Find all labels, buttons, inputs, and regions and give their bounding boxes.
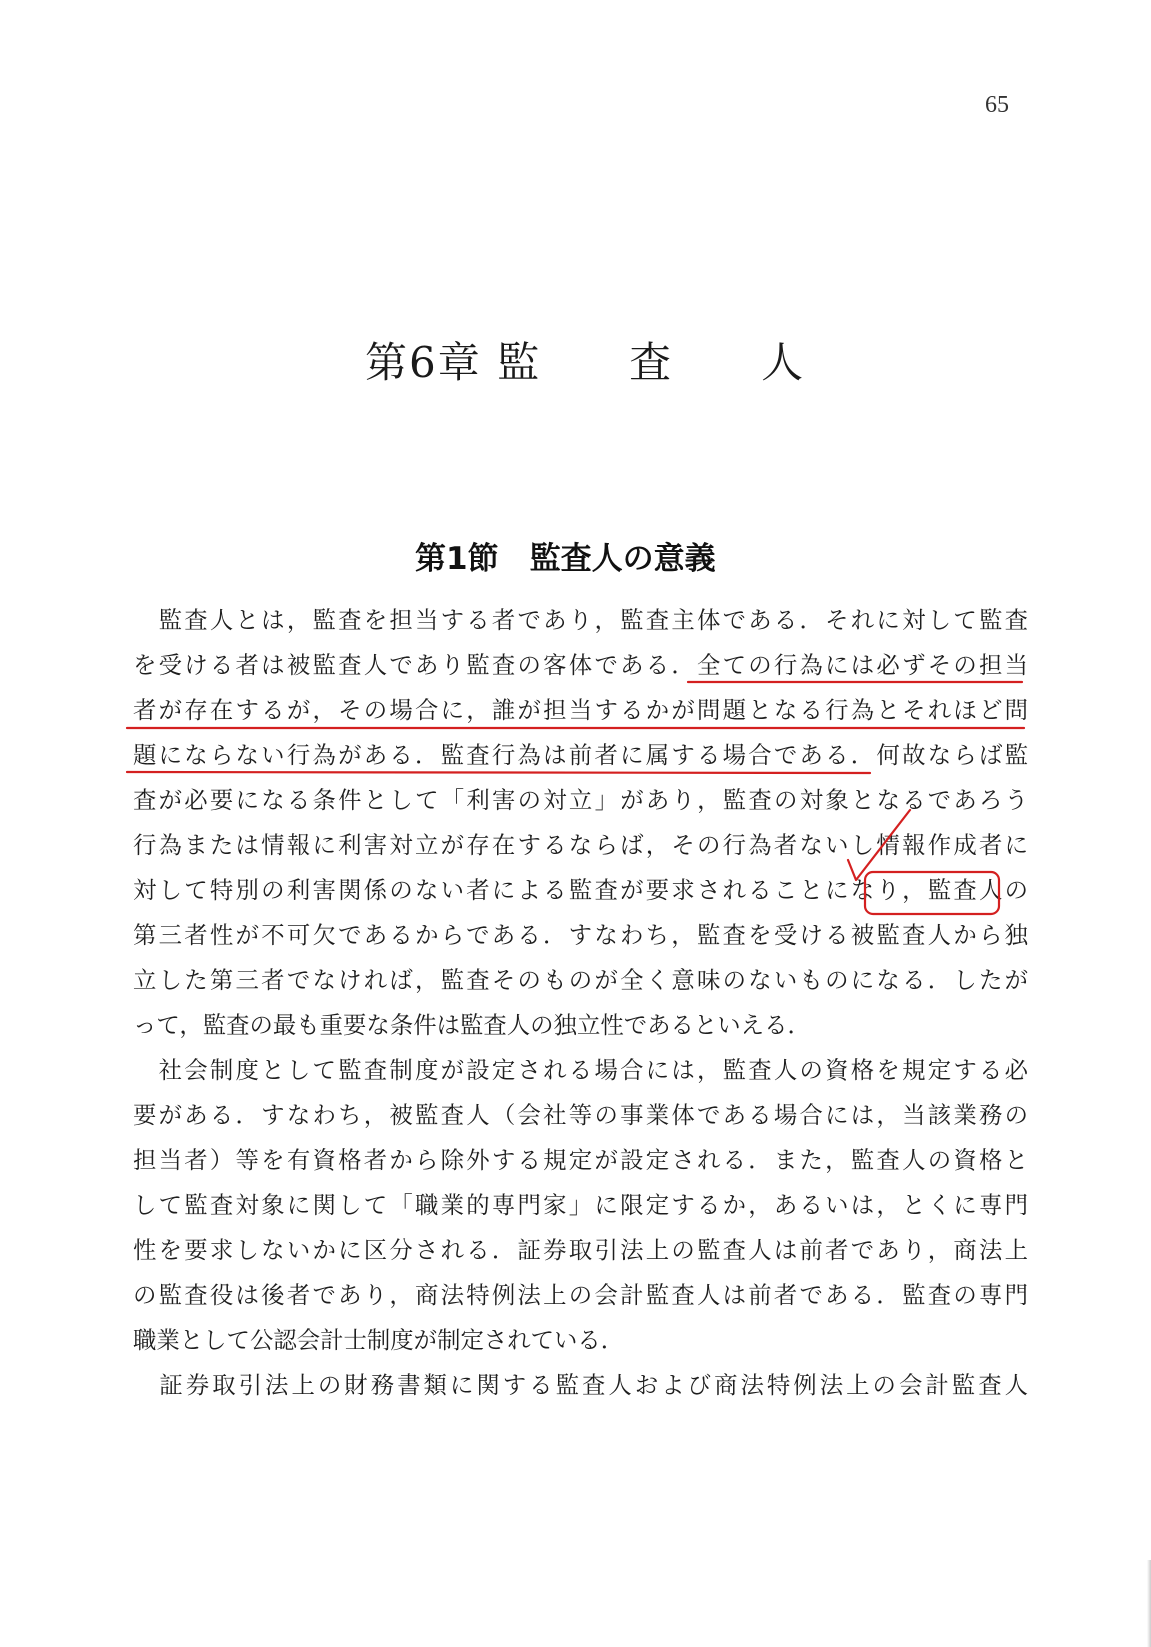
text-line: 立した第三者でなければ，監査そのものが全く意味のないものになる．したが: [133, 966, 1028, 994]
text-line: 証券取引法上の財務書類に関する監査人および商法特例法上の会計監査人: [133, 1371, 1028, 1399]
chapter-title: 第6章 監 査 人: [365, 338, 806, 387]
section-title: 第1節 監査人の意義: [415, 541, 716, 577]
text-line: を受ける者は被監査人であり監査の客体である．全ての行為には必ずその担当: [133, 651, 1028, 679]
text-line: 要がある．すなわち，被監査人（会社等の事業体である場合には，当該業務の: [133, 1101, 1028, 1129]
scan-edge: [1147, 1560, 1151, 1647]
text-line: 職業として公認会計士制度が制定されている．: [133, 1326, 625, 1354]
text-line: 第三者性が不可欠であるからである．すなわち，監査を受ける被監査人から独: [133, 921, 1028, 949]
text-line: 者が存在するが，その場合に，誰が担当するかが問題となる行為とそれほど問: [133, 696, 1028, 724]
underline-3: [127, 772, 870, 773]
text-line: 査が必要になる条件として「利害の対立」があり，監査の対象となるであろう: [133, 786, 1028, 814]
text-line: 性を要求しないかに区分される．証券取引法上の監査人は前者であり，商法上: [133, 1236, 1028, 1264]
text-line: して監査対象に関して「職業的専門家」に限定するか，あるいは，とくに専門: [133, 1191, 1028, 1219]
page-number: 65: [985, 92, 1009, 118]
text-line: 担当者）等を有資格者から除外する規定が設定される．また，監査人の資格と: [133, 1146, 1028, 1174]
text-line: って，監査の最も重要な条件は監査人の独立性であるといえる．: [133, 1011, 811, 1039]
text-line: 社会制度として監査制度が設定される場合には，監査人の資格を規定する必: [133, 1056, 1028, 1084]
text-line: 監査人とは，監査を担当する者であり，監査主体である．それに対して監査: [133, 606, 1028, 634]
text-line: の監査役は後者であり，商法特例法上の会計監査人は前者である．監査の専門: [133, 1281, 1028, 1309]
text-line: 行為または情報に利害対立が存在するならば，その行為者ないし情報作成者に: [133, 831, 1028, 859]
text-line: 対して特別の利害関係のない者による監査が要求されることになり，監査人の: [133, 876, 1028, 904]
text-line: 題にならない行為がある．監査行為は前者に属する場合である．何故ならば監: [133, 741, 1028, 769]
